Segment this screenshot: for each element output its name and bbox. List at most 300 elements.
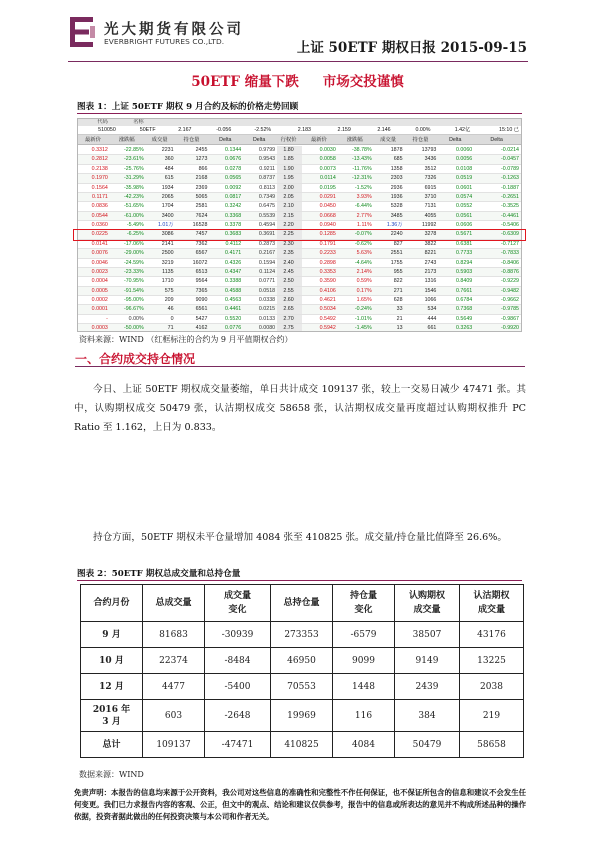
option-cell: -0.62%	[354, 240, 372, 247]
option-cell: -12.31%	[351, 175, 372, 182]
option-cell: 0.2898	[319, 259, 336, 266]
option-cell: 1.65%	[356, 297, 372, 303]
strike-price-cell: 2.30	[277, 240, 302, 248]
option-cell: -96.67%	[123, 306, 144, 313]
option-cell: 0.59%	[356, 278, 372, 285]
option-cell: 1.01万	[157, 222, 174, 228]
top-label-cell	[176, 119, 210, 126]
option-cell: 33	[396, 306, 403, 313]
table-cell: 81683	[143, 622, 205, 648]
option-cell: 0.2138	[91, 165, 108, 172]
option-cell: 0.1285	[319, 231, 336, 238]
option-cell: 0.8113	[259, 184, 276, 191]
company-name-cn: 光大期货有限公司	[104, 21, 244, 38]
option-cell: 2168	[195, 175, 208, 182]
option-cell: -4.64%	[354, 259, 372, 266]
option-cell: 2231	[161, 147, 174, 153]
option-cell: 46	[167, 306, 174, 313]
option-cell: 0.8409	[456, 278, 473, 285]
option-cell: 11992	[422, 222, 437, 228]
option-cell: 4162	[195, 325, 208, 332]
table-cell: 1448	[333, 674, 395, 700]
option-row	[78, 212, 521, 221]
option-cell: 16528	[192, 222, 208, 228]
quote-cell: 50ETF	[139, 127, 156, 133]
option-cell: 0.4621	[319, 297, 336, 303]
option-cell: 0.0108	[456, 165, 473, 172]
option-cell: 0.5671	[456, 231, 473, 238]
option-cell: 0.9211	[259, 165, 276, 172]
option-cell: 0.4563	[225, 297, 242, 303]
option-cell: 2743	[424, 259, 437, 266]
section-title: 一、合约成交持仓情况	[75, 350, 525, 367]
option-cell: -17.06%	[123, 240, 144, 247]
company-name-en: EVERBRIGHT FUTURES CO.,LTD.	[104, 37, 225, 46]
table-cell: 2439	[395, 674, 460, 700]
option-cell: -0.0457	[501, 156, 519, 163]
strike-price-cell: 2.05	[277, 193, 302, 201]
option-cell: -0.7127	[501, 240, 519, 247]
option-cell: 7624	[195, 212, 208, 219]
option-cell: 0.1594	[258, 259, 276, 266]
option-cell: 1546	[424, 287, 437, 294]
option-cell: -0.9229	[501, 278, 519, 285]
option-cell: 955	[393, 268, 403, 275]
option-cell: 0.3388	[225, 278, 242, 285]
option-cell: 0.8737	[258, 175, 276, 182]
option-cell: 6567	[195, 250, 208, 257]
option-cell: 0.3312	[91, 147, 108, 153]
option-cell: 0.00%	[128, 315, 144, 322]
table-cell: 13225	[460, 648, 524, 674]
option-row	[78, 249, 521, 258]
option-cell: 0.7661	[456, 287, 473, 294]
option-cell: 2.77%	[356, 212, 372, 219]
option-cell: 7365	[195, 287, 208, 294]
option-row	[78, 259, 521, 268]
option-cell: -0.9662	[501, 297, 519, 303]
option-cell: 3822	[424, 240, 437, 247]
option-cell: 0.4461	[225, 306, 242, 313]
option-cell: -0.0214	[501, 147, 519, 153]
table-cell: 58658	[460, 732, 524, 758]
option-cell: 0.0552	[456, 203, 473, 210]
column-header: Delta	[449, 137, 462, 143]
option-cell: 0.0001	[91, 306, 108, 313]
option-cell: 0.0114	[320, 175, 336, 182]
column-header: 成交量	[151, 137, 168, 143]
table-header-cell: 成交量 变化	[205, 585, 271, 622]
option-cell: 5427	[195, 315, 208, 322]
headline-left: 50ETF 缩量下跌	[191, 74, 299, 90]
option-cell: 1358	[390, 165, 403, 172]
option-cell: 0.0278	[225, 165, 242, 172]
option-cell: 0.1564	[91, 184, 108, 191]
table-header-cell: 认购期权 成交量	[395, 585, 460, 622]
table-cell: 70553	[271, 674, 333, 700]
table-cell: 46950	[271, 648, 333, 674]
option-cell: 5328	[390, 203, 403, 210]
option-row	[78, 174, 521, 183]
strike-price-cell: 2.55	[277, 287, 302, 295]
top-label-cell: 名称	[133, 119, 144, 125]
quote-cell: 2.146	[377, 127, 391, 133]
option-cell: -61.00%	[123, 212, 144, 219]
option-cell: 2581	[195, 203, 208, 210]
option-cell: -0.8876	[501, 268, 519, 275]
strike-price-cell: 2.40	[277, 259, 302, 267]
paragraph-volume: 今日、上证 50ETF 期权成交量萎缩，单日共计成交 109137 张，较上一交易日减少 47471 张。其中，认购期权成交 50479 张，认沽期权成交 58658 张，认沽期权成交量再度超过认购期权推升 PC Ratio 至 1.162，上日为 0.833。	[74, 384, 526, 433]
option-cell: 0.2873	[258, 240, 276, 247]
option-cell: 0.0141	[91, 240, 108, 247]
table-row	[81, 674, 524, 700]
top-label-cell: 代码	[97, 119, 108, 125]
option-cell: -0.7833	[501, 250, 519, 257]
option-cell: 0.0060	[456, 147, 473, 153]
quote-cell: 2.183	[297, 127, 311, 133]
header-divider	[68, 61, 528, 62]
option-cell: 71	[167, 325, 174, 332]
column-header: Delta	[252, 137, 266, 143]
column-header: Delta	[490, 137, 503, 143]
option-cell: 3485	[390, 212, 403, 219]
table-cell: -5400	[205, 674, 271, 700]
quote-cell: 510050	[98, 127, 116, 133]
option-cell: 3400	[161, 212, 174, 219]
table-header-cell: 总持仓量	[271, 585, 333, 622]
option-cell: 2240	[390, 231, 403, 238]
option-cell: 0.0338	[258, 297, 276, 303]
option-cell: -22.85%	[123, 147, 144, 153]
option-cell: 0.1171	[92, 193, 108, 200]
option-row	[78, 165, 521, 174]
option-cell: -1.52%	[354, 184, 372, 191]
option-cell: 628	[393, 297, 403, 303]
table-header-cell: 总成交量	[143, 585, 205, 622]
table-cell: 2038	[460, 674, 524, 700]
option-row	[78, 324, 521, 332]
option-cell: 0.6784	[456, 297, 473, 303]
option-cell: 0.0940	[319, 222, 336, 228]
option-cell: 0.4171	[225, 250, 242, 257]
option-cell: 2455	[195, 147, 208, 153]
option-cell: 0.0058	[319, 156, 336, 163]
table-cell: -8484	[205, 648, 271, 674]
option-cell: 13	[396, 325, 403, 332]
figure2-caption: 图表 2：50ETF 期权总成交量和总持仓量	[77, 567, 522, 581]
option-cell: 0.1124	[259, 268, 276, 275]
option-row	[78, 305, 521, 314]
option-cell: 0.1344	[225, 147, 242, 153]
option-cell: 0.4106	[319, 287, 336, 294]
option-cell: 3512	[424, 165, 437, 172]
option-cell: -0.9920	[501, 325, 519, 332]
option-row	[78, 268, 521, 277]
option-cell: -6.44%	[354, 203, 372, 210]
report-title: 上证 50ETF 期权日报 2015-09-15	[296, 40, 527, 56]
option-cell: 0.3368	[225, 212, 242, 219]
option-cell: 9564	[195, 278, 208, 285]
option-cell: 534	[427, 306, 437, 313]
figure1-source: 资料来源：WIND （红框标注的合约为 9 月平值期权合约）	[79, 335, 293, 344]
option-row	[78, 296, 521, 305]
option-cell: 3086	[161, 231, 174, 238]
option-cell: 0.0544	[91, 212, 108, 219]
option-cell: 0.5520	[225, 315, 242, 322]
column-header: 涨跌幅	[118, 137, 135, 143]
table-row	[81, 700, 524, 732]
table-cell: -2648	[205, 700, 271, 732]
option-cell: -13.43%	[351, 156, 372, 163]
option-cell: 6513	[195, 268, 208, 275]
option-cell: 13793	[421, 147, 437, 153]
option-cell: 2936	[390, 184, 403, 191]
option-chain-top-labels	[78, 119, 521, 126]
top-label-cell	[302, 119, 338, 126]
option-cell: -95.00%	[123, 297, 144, 303]
quote-cell: 2.167	[178, 127, 192, 133]
option-cell: 1755	[390, 259, 403, 266]
table-cell: 50479	[395, 732, 460, 758]
column-header: 持仓量	[183, 137, 200, 143]
option-cell: 1878	[390, 147, 403, 153]
figure1-caption: 图表 1：上证 50ETF 期权 9 月合约及标的价格走势回顾	[77, 100, 522, 114]
option-cell: 0.0030	[319, 147, 336, 153]
column-header: 最新价	[84, 137, 101, 143]
table-row	[81, 648, 524, 674]
option-cell: -91.54%	[123, 287, 144, 294]
option-cell: 6915	[424, 184, 437, 191]
option-cell: 1.11%	[357, 222, 372, 228]
top-label-cell	[209, 119, 243, 126]
option-cell: 5.63%	[356, 250, 372, 257]
option-cell: 0.4326	[225, 259, 242, 266]
option-cell: 0.0518	[258, 287, 276, 294]
option-cell: 0.4112	[225, 240, 242, 247]
strike-price-cell: 2.60	[277, 296, 302, 304]
option-cell: -	[106, 315, 108, 322]
option-cell: -23.61%	[123, 156, 144, 163]
option-cell: -35.98%	[123, 184, 144, 191]
top-label-cell	[474, 119, 521, 126]
option-cell: 0.0565	[225, 175, 242, 182]
strike-price-cell: 2.15	[277, 212, 302, 220]
option-cell: 0.6475	[258, 203, 276, 210]
option-row	[78, 277, 521, 286]
option-cell: 0.0080	[258, 325, 276, 332]
option-cell: 0.17%	[356, 287, 372, 294]
option-cell: 0.1970	[91, 175, 108, 182]
option-cell: -29.00%	[123, 250, 144, 257]
table-cell: 219	[460, 700, 524, 732]
option-cell: 484	[164, 165, 174, 172]
option-cell: 0.0073	[319, 165, 336, 172]
option-cell: 2369	[195, 184, 208, 191]
table-cell: 4084	[333, 732, 395, 758]
option-cell: 0.3378	[225, 222, 242, 228]
option-cell: 2141	[161, 240, 174, 247]
option-cell: 1704	[161, 203, 174, 210]
table-cell: 9149	[395, 648, 460, 674]
option-cell: 0.0046	[91, 259, 108, 266]
option-cell: 0.0668	[319, 212, 336, 219]
table-cell: 38507	[395, 622, 460, 648]
option-cell: 0.5903	[456, 268, 473, 275]
strike-price-cell: 1.95	[277, 174, 302, 182]
option-cell: -0.1263	[501, 175, 519, 182]
option-cell: -0.9867	[501, 315, 519, 322]
disclaimer: 免责声明：本报告的信息均来源于公开资料，我公司对这些信息的准确性和完整性不作任何保证，也不保证所包含的信息和建议不会发生任何变更。我们已力求报告内容的客观、公正，但文中的观点、结论和建议仅供参考，报告中的信息或所表达的意见并不构成所述品种的操作依据，投资者据此做出的任何投资决策与本公司和作者无关。	[74, 788, 526, 821]
table-row	[81, 622, 524, 648]
row-label-cell: 总计	[81, 732, 143, 758]
option-cell: -38.78%	[351, 147, 372, 153]
option-cell: 6561	[195, 306, 208, 313]
strike-price-cell: 2.20	[277, 221, 302, 229]
option-cell: 1936	[390, 193, 403, 200]
quote-cell: 0.00%	[415, 127, 431, 133]
table-cell: 19969	[271, 700, 333, 732]
option-cell: -24.59%	[123, 259, 144, 266]
table-cell: 22374	[143, 648, 205, 674]
option-row	[78, 146, 521, 155]
option-cell: -0.2651	[501, 193, 519, 200]
option-row	[78, 155, 521, 164]
option-cell: 0.7368	[456, 306, 473, 313]
option-cell: -0.24%	[354, 306, 372, 313]
option-cell: 0.3263	[456, 325, 473, 332]
figure2-source: 数据来源：WIND	[79, 770, 144, 779]
option-cell: 7326	[424, 175, 437, 182]
option-cell: 1135	[162, 268, 174, 275]
top-label-cell	[277, 119, 302, 126]
table-row	[81, 732, 524, 758]
option-cell: -0.9482	[501, 287, 519, 294]
column-header: 涨跌幅	[346, 137, 363, 143]
row-label-cell: 2016 年 3 月	[81, 700, 143, 732]
atm-highlight-box	[73, 229, 526, 241]
option-cell: -70.95%	[123, 278, 144, 285]
option-cell: -0.9785	[501, 306, 519, 313]
option-cell: 0.0092	[225, 184, 242, 191]
volume-oi-table	[80, 584, 524, 758]
option-cell: -25.76%	[123, 165, 144, 172]
column-header: 行权价	[280, 137, 297, 143]
option-cell: -0.6309	[501, 231, 519, 238]
option-cell: 0.0003	[91, 325, 108, 332]
option-cell: 685	[393, 156, 403, 163]
option-cell: 0.0771	[258, 278, 276, 285]
option-cell: 0.5649	[456, 315, 473, 322]
quote-cell: -0.056	[216, 127, 232, 133]
option-cell: 0.0225	[91, 231, 108, 238]
option-row	[78, 193, 521, 202]
report-headline	[0, 70, 595, 90]
option-cell: 444	[427, 315, 437, 322]
option-cell: -1.01%	[354, 315, 372, 322]
option-cell: 0.0561	[456, 212, 473, 219]
option-cell: 1934	[161, 184, 174, 191]
table-cell: 384	[395, 700, 460, 732]
top-label-cell	[405, 119, 439, 126]
option-cell: 0.0291	[319, 193, 336, 200]
option-cell: 3278	[424, 231, 437, 238]
option-cell: 661	[427, 325, 437, 332]
option-cell: 0.0606	[456, 222, 473, 228]
option-cell: -42.23%	[123, 193, 144, 200]
option-cell: -0.3525	[501, 203, 519, 210]
option-cell: 8221	[424, 250, 437, 257]
column-header: 持仓量	[412, 137, 429, 143]
row-label-cell: 10 月	[81, 648, 143, 674]
top-label-cell	[243, 119, 277, 126]
option-cell: 0.3242	[225, 203, 242, 210]
option-cell: 0.0133	[258, 315, 276, 322]
option-cell: 9090	[195, 297, 208, 303]
row-label-cell: 12 月	[81, 674, 143, 700]
option-cell: 0.0195	[319, 184, 336, 191]
option-cell: 7457	[195, 231, 208, 238]
option-cell: 0.0002	[91, 297, 108, 303]
table-cell: 109137	[143, 732, 205, 758]
page-header	[0, 0, 595, 64]
option-cell: 0.0776	[225, 325, 242, 332]
option-cell: 21	[396, 315, 403, 322]
option-cell: 0.9799	[258, 147, 276, 153]
strike-price-cell: 1.85	[277, 155, 302, 163]
option-cell: 0.2812	[91, 156, 108, 163]
strike-price-cell: 2.10	[277, 202, 302, 210]
option-cell: -23.33%	[123, 268, 144, 275]
quote-cell: 1.42亿	[454, 127, 471, 133]
option-cell: 0.3353	[319, 268, 336, 275]
table-cell: -30939	[205, 622, 271, 648]
option-cell: 16072	[192, 259, 208, 266]
option-cell: 0.5942	[319, 325, 336, 332]
option-cell: -0.4461	[501, 212, 519, 219]
option-cell: -31.29%	[123, 175, 144, 182]
quote-cell: 15:10 已	[499, 127, 520, 133]
strike-price-cell: 2.65	[277, 305, 302, 313]
table-cell: -6579	[333, 622, 395, 648]
top-label-cell	[374, 119, 405, 126]
option-cell: 866	[198, 165, 208, 172]
row-label-cell: 9 月	[81, 622, 143, 648]
option-cell: 5065	[195, 193, 208, 200]
column-header: 最新价	[310, 137, 327, 143]
option-cell: 827	[393, 240, 403, 247]
strike-price-cell: 2.50	[277, 277, 302, 285]
option-cell: 0.0817	[225, 193, 242, 200]
underlying-quote-row	[78, 126, 521, 135]
option-cell: 615	[164, 175, 174, 182]
option-cell: 0.4594	[258, 222, 276, 228]
option-cell: 575	[164, 287, 174, 294]
option-cell: 2065	[161, 193, 174, 200]
option-cell: 0.2233	[319, 250, 336, 257]
option-cell: 0.0574	[456, 193, 473, 200]
top-label-cell	[438, 119, 474, 126]
option-cell: 7362	[195, 240, 208, 247]
option-cell: -1.45%	[354, 325, 372, 332]
option-cell: 1.36万	[386, 222, 403, 228]
option-cell: 0.0056	[456, 156, 473, 163]
option-cell: 0.0676	[225, 156, 242, 163]
option-cell: -11.76%	[352, 165, 372, 172]
option-cell: 4055	[424, 212, 437, 219]
option-cell: 3.93%	[356, 193, 372, 200]
option-cell: 3436	[424, 156, 437, 163]
option-cell: 2173	[424, 268, 437, 275]
